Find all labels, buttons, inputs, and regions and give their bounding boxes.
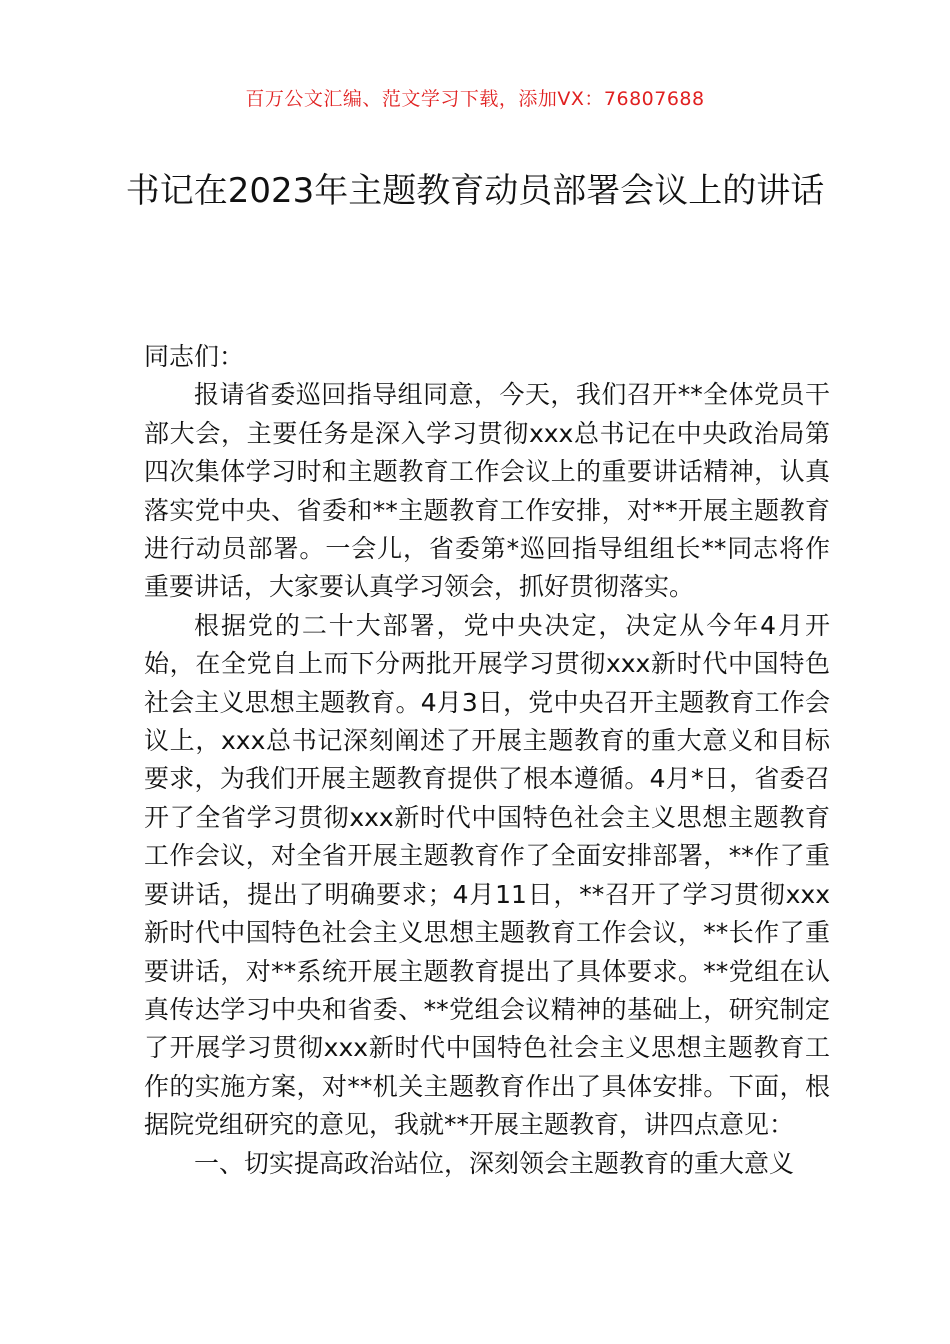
document-body	[144, 338, 830, 1183]
document-title: 书记在2023年主题教育动员部署会议上的讲话	[125, 171, 825, 211]
body-paragraph-1: 报请省委巡回指导组同意，今天，我们召开**全体党员干部大会，主要任务是深入学习贯彻xxx总书记在中央政治局第四次集体学习时和主题教育工作会议上的重要讲话精神，认真落实党中央、省委和**主题教育工作安排，对**开展主题教育进行动员部署。一会儿，省委第*巡回指导组组长**同志将作重要讲话，大家要认真学习领会，抓好贯彻落实。	[144, 380, 830, 602]
body-paragraph-2: 根据党的二十大部署，党中央决定，决定从今年4月开始，在全党自上而下分两批开展学习贯彻xxx新时代中国特色社会主义思想主题教育。4月3日，党中央召开主题教育工作会议上，xxx总书记深刻阐述了开展主题教育的重大意义和目标要求，为我们开展主题教育提供了根本遵循。4月*日，省委召开了全省学习贯彻xxx新时代中国特色社会主义思想主题教育工作会议，对全省开展主题教育作了全面安排部署，**作了重要讲话，提出了明确要求；4月11日，**召开了学习贯彻xxx新时代中国特色社会主义思想主题教育工作会议，**长作了重要讲话，对**系统开展主题教育提出了具体要求。**党组在认真传达学习中央和省委、**党组会议精神的基础上，研究制定了开展学习贯彻xxx新时代中国特色社会主义思想主题教育工作的实施方案，对**机关主题教育作出了具体安排。下面，根据院党组研究的意见，我就**开展主题教育，讲四点意见：	[144, 610, 830, 1140]
salutation: 同志们：	[144, 342, 245, 371]
section-heading-1: 一、切实提高政治站位，深刻领会主题教育的重大意义	[194, 1148, 795, 1178]
header-watermark-note: 百万公文汇编、范文学习下载，添加VX：76807688	[245, 88, 705, 110]
